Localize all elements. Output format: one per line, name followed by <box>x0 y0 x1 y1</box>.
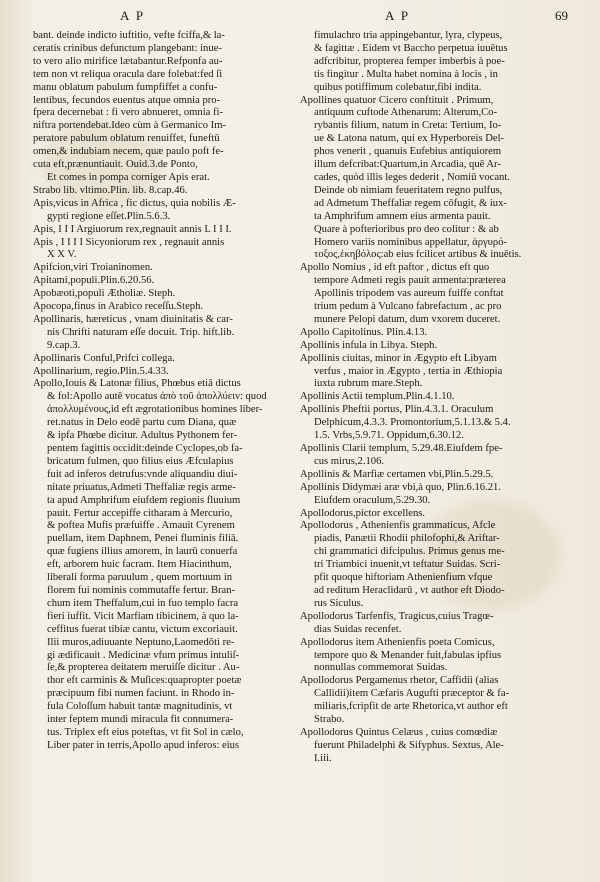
text-line: Et comes in pompa corniger Apis erat. <box>47 171 210 183</box>
text-line: Apollodorus , Athenienfis grammaticus, Afcle <box>300 520 496 532</box>
text-line: Apollinaris, hæreticus , vnam diuinitatis & car- <box>33 313 233 325</box>
text-line: quibus potiffimum colebatur,fibi indita. <box>314 81 482 93</box>
text-line: fpera decernebat : fi vero abnueret, omnia fi- <box>33 107 223 119</box>
text-line: 9.cap.3. <box>47 339 81 351</box>
left-column <box>33 30 298 753</box>
text-line: rus Siculus. <box>314 597 364 609</box>
text-line: præcipuum fibi numen faciunt. in Rhodo in- <box>47 688 235 700</box>
text-line: verfus , maior in Ægypto , tertia in Æthiopia <box>314 365 503 377</box>
text-line: ceffitus fuerat tibiæ cantu, victum excoriauit. <box>47 623 238 635</box>
text-line: Apollo Capitolinus. Plin.4.13. <box>300 326 428 338</box>
text-line: nonnullas commemorat Suidas. <box>314 662 448 674</box>
text-line: cuta eft,prænuntiauit. Ouid.3.de Ponto, <box>33 159 198 171</box>
text-line: miliaris,fcripfit de arte Rhetorica,vt author eft <box>314 701 508 713</box>
text-line: bricatum fulmen, quo filius eius Æfculapius <box>47 455 234 467</box>
text-line: Strabo lib. vltimo.Plin. lib. 8.cap.46. <box>33 184 188 196</box>
text-line: Apifcion,viri Troianinomen. <box>33 262 153 274</box>
text-line: ceratis crinibus defunctum plangebant: inue- <box>33 42 222 54</box>
text-line: bant. deinde indicto iuftitio, vefte fciffa,& la- <box>33 30 225 41</box>
text-line: peratore pabulum oblatum renuiffet, funeftū <box>33 133 220 145</box>
text-line: Deinde ob nimiam feueritatem regno pulfus, <box>314 184 503 196</box>
text-line: gi ædificauit . Medicinæ vfum primus intuliſ- <box>47 649 240 661</box>
text-line: Quare à pofterioribus pro deo colitur : & ab <box>314 223 499 235</box>
text-line: piadis, Panætii Rhodii philofophi,& Ariftar- <box>314 533 500 545</box>
text-line: antiquum cuftode Athenarum: Alterum,Co- <box>314 107 498 119</box>
text-line: Apis, I I I Argiuorum rex,regnauit annis L I I I. <box>33 223 232 235</box>
text-line: Strabo. <box>314 714 345 726</box>
text-line: cus mirus,2.106. <box>314 455 385 467</box>
text-line: eft, arborem huic facram. Item Hiacinthum, <box>47 559 232 571</box>
text-line: Apollinis Didymæi aræ vbi,à quo, Plin.6.16.21. <box>300 481 501 493</box>
text-line: pauit. Fertur accepiffe citharam à Mercurio, <box>47 507 233 519</box>
text-line: tri Triambici inuenit,vt teftatur Suidas. Scri- <box>314 559 501 571</box>
text-line: Apollo Nomius , id eft paftor , dictus eft quo <box>300 262 490 274</box>
text-line: trium pedum à Vulcano fabrefactum , ac pro <box>314 301 502 313</box>
text-line: Callidii)item Cæfaris Augufti præceptor & fa- <box>314 688 510 700</box>
text-line: Apollinis & Marfiæ certamen vbi,Plin.5.29.5. <box>300 468 494 480</box>
text-line: fimulachro tria appingebantur, lyra, clypeus, <box>314 30 503 41</box>
text-line: fula Coloſſum habuit tantæ magnitudinis, vt <box>47 701 233 713</box>
text-line: Apitami,populi.Plin.6.20.56. <box>33 275 155 287</box>
text-line: Apollinis Pheftii portus, Plin.4.3.1. Oraculum <box>300 404 494 416</box>
text-line: Apollo,Iouis & Latonæ filius, Phœbus etiā dictus <box>33 378 241 390</box>
text-line: tus. Triplex eft eius poteftas, vt fit Sol in cælo, <box>47 726 244 738</box>
text-line: florem fui nominis commutaffe fertur. Bran- <box>47 584 236 596</box>
text-line: & fol:Apollo autē vocatus ἀπὸ τοῦ ἀπολλύειν: quod <box>47 391 267 403</box>
text-line: 1.5. Vrbs,5.9.71. Oppidum,6.30.12. <box>314 430 464 442</box>
text-line: pentem fagittis occidit:deinde Cyclopes,ob fa- <box>47 443 243 454</box>
text-line: thor eft carminis & Muſices:quapropter poetæ <box>47 675 242 687</box>
text-line: Delphicum,4.3.3. Promontorium,5.1.13.& 5.4. <box>314 417 511 429</box>
text-line: liberali forma paruulum , quem mortuum in <box>47 572 233 584</box>
left-running-head: A P <box>120 8 146 23</box>
text-line: Apobæoti,populi Ætholiæ. Steph. <box>33 288 176 300</box>
text-line: Apollodorus item Athenienfis poeta Comicus, <box>300 636 495 648</box>
text-line: Apollinis ciuitas, minor in Ægypto eft Libyam <box>300 352 497 364</box>
text-line: Apollodorus Pergamenus rhetor, Caffidii (alias <box>300 675 499 687</box>
text-line: adfcribitur, propterea femper imberbis à poe- <box>314 55 505 67</box>
text-line: chum item Theffalum,cui in fuo templo facra <box>47 597 239 609</box>
text-line: Homero variis nominibus appellatur, ἀργυρό- <box>314 236 508 248</box>
right-column <box>300 30 570 766</box>
text-line: fuit ad inferos detrufus:vnde aliquandiu diui- <box>47 468 238 480</box>
text-line: ta apud Amphrifum eiufdem regionis fluuium <box>47 494 241 506</box>
text-line: Apis,vicus in Africa , fic dictus, quia nobilis Æ- <box>33 197 236 209</box>
text-line: nis Chrifti naturam eſſe docuit. Trip. hift.lib. <box>47 326 235 338</box>
text-line: tis fingitur . Multa habet nomina à locis , in <box>314 68 498 80</box>
text-line: pfit quoque hiftoriam Athenienfium vfque <box>314 572 493 584</box>
text-line: illum defcribat:Quartum,in Arcadia, quē Ar- <box>314 159 501 171</box>
right-running-head: A P <box>385 8 411 23</box>
text-line: Apollodorus Tarfenfis, Tragicus,cuius Tragœ- <box>300 610 494 622</box>
text-line: chi grammatici difcipulus. Primus genus me- <box>314 546 505 558</box>
text-line: Apollinis Actii templum.Plin.4.1.10. <box>300 391 455 403</box>
text-line: fieri iuffit. Vicit Marfiam tibicinem, à quo la- <box>47 610 239 622</box>
text-line: munere Pelopi datum, dum vxorem duceret. <box>314 313 501 325</box>
text-line: X X V. <box>47 249 77 261</box>
text-line: Ilii muros,adiuuante Neptuno,Laomedōti re- <box>47 636 235 648</box>
text-line: gypti regione eſſet.Plin.5.6.3. <box>47 210 171 222</box>
text-line: ue & Latona natum, qui ex Hyperboreis Del- <box>314 133 505 145</box>
text-line: Apollines quatuor Cicero conftituit . Primum, <box>300 94 494 106</box>
text-line: cades, quòd illis leges dederit , Nomiū vocant. <box>314 171 510 183</box>
text-line: tempore quo & Menander fuit,fabulas ipfius <box>314 649 502 661</box>
text-line: & ipfa Phœbe dicitur. Adultus Pythonem fer- <box>47 430 238 442</box>
text-line: ta Amphrifum amnem eius armenta pauit. <box>314 210 491 222</box>
text-line: rybantis filium, natum in Creta: Tertium, Io- <box>314 120 502 132</box>
text-line: & fagittæ . Eidem vt Baccho perpetua iuuētus <box>314 42 508 54</box>
text-line: ret.natus in Delo eodē partu cum Diana, quæ <box>47 417 237 429</box>
text-line: I.iii. <box>314 752 332 764</box>
text-line: Eiufdem oraculum,5.29.30. <box>314 494 431 506</box>
text-line: nitate priuatus,Admeti Theffaliæ regis arme- <box>47 481 236 493</box>
text-line: Apollinis Clarii templum, 5.29.48.Eiufdem fpe- <box>300 443 503 454</box>
text-line: Apocopa,finus in Arabico receſſu.Steph. <box>33 301 204 313</box>
text-line: lentibus, fecundos euentus atque omnia pro- <box>33 94 221 106</box>
text-line: tem non vt reliqua oracula dare folebat:fed ſi <box>33 68 223 80</box>
text-line: dias Suidas recenfet. <box>314 623 402 635</box>
page-number: 69 <box>555 8 568 23</box>
text-line: fuerunt Philadelphi & Sifyphus. Sextus, Ale- <box>314 739 504 751</box>
text-line: Apollodorus,pictor excellens. <box>300 507 426 519</box>
text-line: Apollinis infula in Libya. Steph. <box>300 339 438 351</box>
text-line: tempore Admeti regis pauit armenta:præterea <box>314 275 506 287</box>
text-line: ad reditum Heraclidarū , vt author eft Diodo- <box>314 584 505 596</box>
text-line: Apollinis tripodem vas aureum fuiffe conftat <box>314 288 504 300</box>
text-line: ſe,& propterea deitatem meruiſſe dicitur . Au- <box>47 662 240 674</box>
text-line: Liber pater in terris,Apollo apud inferos: eius <box>47 739 240 751</box>
text-line: manu oblatum pabulum fumpfiffet a confu- <box>33 81 218 93</box>
text-line: phos venerit , quanuis Eufebius antiquiorem <box>314 146 502 158</box>
text-line: ἀπολλυμένους,id eft ægrotationibus homines liber- <box>47 404 263 416</box>
text-line: τοξος,ἑκηβόλος:ab eius fcilicet artibus & inuētis. <box>314 249 522 261</box>
text-line: Apis , I I I I Sicyoniorum rex , regnauit annis <box>33 236 225 248</box>
text-line: quæ fugiens illius amorem, in laurū conuerfa <box>47 546 238 558</box>
text-line: ad Admetum Theffaliæ regem cōfugit, & iux- <box>314 197 507 209</box>
text-line: puellam, item Daphnem, Penei fluminis filiā. <box>47 533 239 545</box>
text-line: & poftea Mufis præfuiffe . Amauit Cyrenem <box>47 520 235 532</box>
text-line: Apollodorus Quintus Celæus , cuius comœdiæ <box>300 726 498 738</box>
text-line: inter feptem mundi miracula fit connumera- <box>47 714 234 726</box>
text-line: omen,& indubiam necem, quæ paulo poft fe- <box>33 146 224 158</box>
text-line: niftra portendebat.Ideo cùm à Germanico Im- <box>33 120 226 132</box>
text-line: to vero alio mirifice lætabantur.Refponfa au- <box>33 55 223 67</box>
text-line: Apollinarium, regio.Plin.5.4.33. <box>33 365 169 377</box>
text-line: iuxta rubrum mare.Steph. <box>314 378 423 390</box>
text-line: Apollinaris Conful,Prifci collega. <box>33 352 175 364</box>
